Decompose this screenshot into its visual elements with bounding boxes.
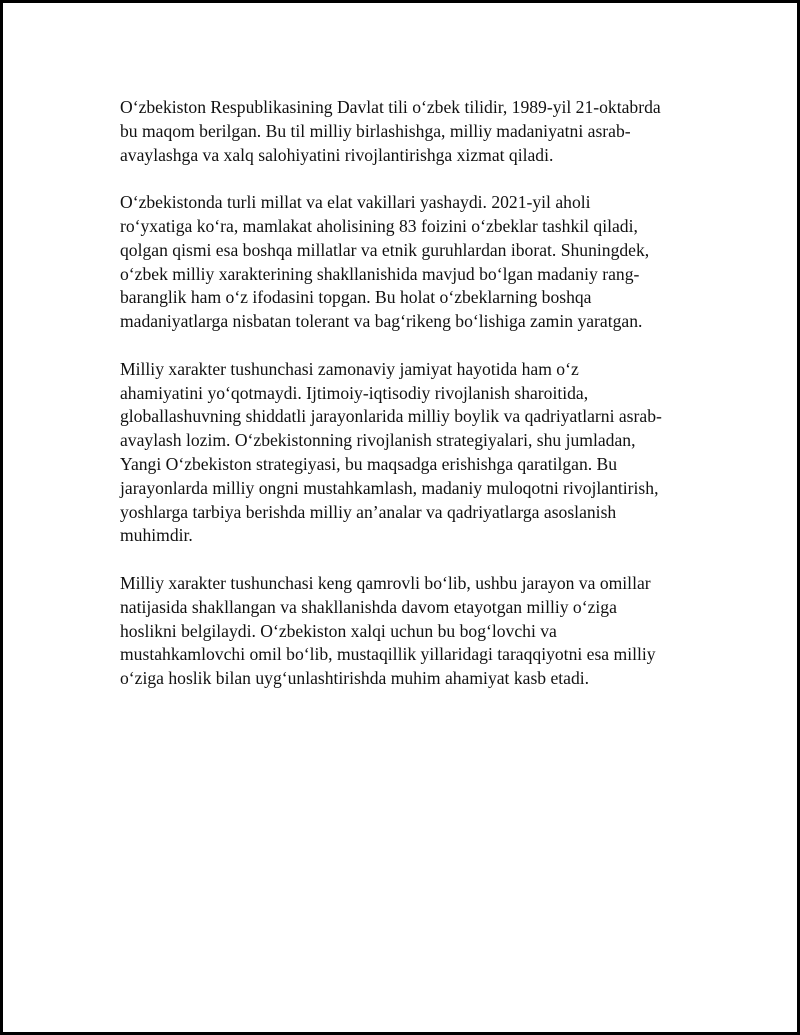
paragraph-3 bbox=[120, 358, 690, 548]
text-line: o‘ziga hoslik bilan uyg‘unlashtirishda muhim ahamiyat kasb etadi. bbox=[120, 668, 590, 689]
text-line: hoslikni belgilaydi. O‘zbekiston xalqi uchun bu bog‘lovchi va bbox=[120, 620, 557, 641]
text-line: O‘zbekistonda turli millat va elat vakillari yashaydi. 2021-yil aholi bbox=[120, 192, 591, 213]
text-line: o‘zbek milliy xarakterining shakllanishida mavjud bo‘lgan madaniy rang- bbox=[120, 263, 640, 284]
text-line: natijasida shakllangan va shakllanishda davom etayotgan milliy o‘ziga bbox=[120, 596, 617, 617]
document-body bbox=[120, 96, 690, 715]
text-line: O‘zbekiston Respublikasining Davlat tili o‘zbek tilidir, 1989-yil 21-oktabrda bbox=[120, 97, 661, 117]
text-line: qolgan qismi esa boshqa millatlar va etnik guruhlardan iborat. Shuningdek, bbox=[120, 239, 650, 260]
paragraph-1 bbox=[120, 96, 690, 167]
text-line: yoshlarga tarbiya berishda milliy an’analar va qadriyatlarga asoslanish bbox=[120, 501, 617, 522]
text-line: globallashuvning shiddatli jarayonlarida milliy boylik va qadriyatlarni asrab- bbox=[120, 406, 662, 427]
text-line: Yangi O‘zbekiston strategiyasi, bu maqsadga erishishga qaratilgan. Bu bbox=[120, 453, 618, 474]
text-line: bu maqom berilgan. Bu til milliy birlashishga, milliy madaniyatni asrab- bbox=[120, 120, 631, 141]
text-line: avaylash lozim. O‘zbekistonning rivojlanish strategiyalari, shu jumladan, bbox=[120, 430, 636, 451]
text-line: muhimdir. bbox=[120, 525, 193, 546]
text-line: avaylashga va xalq salohiyatini rivojlantirishga xizmat qiladi. bbox=[120, 144, 554, 165]
text-line: madaniyatlarga nisbatan tolerant va bag‘rikeng bo‘lishiga zamin yaratgan. bbox=[120, 311, 643, 332]
paragraph-4 bbox=[120, 572, 690, 691]
text-line: Milliy xarakter tushunchasi keng qamrovli bo‘lib, ushbu jarayon va omillar bbox=[120, 572, 651, 593]
text-line: Milliy xarakter tushunchasi zamonaviy jamiyat hayotida ham o‘z bbox=[120, 358, 579, 379]
text-line: ahamiyatini yo‘qotmaydi. Ijtimoiy-iqtisodiy rivojlanish sharoitida, bbox=[120, 382, 589, 403]
text-line: baranglik ham o‘z ifodasini topgan. Bu holat o‘zbeklarning boshqa bbox=[120, 287, 592, 308]
text-line: mustahkamlovchi omil bo‘lib, mustaqillik yillaridagi taraqqiyotni esa milliy bbox=[120, 644, 656, 665]
text-line: jarayonlarda milliy ongni mustahkamlash, madaniy muloqotni rivojlantirish, bbox=[120, 477, 659, 498]
text-line: ro‘yxatiga ko‘ra, mamlakat aholisining 83 foizini o‘zbeklar tashkil qiladi, bbox=[120, 215, 638, 236]
paragraph-2 bbox=[120, 191, 690, 334]
